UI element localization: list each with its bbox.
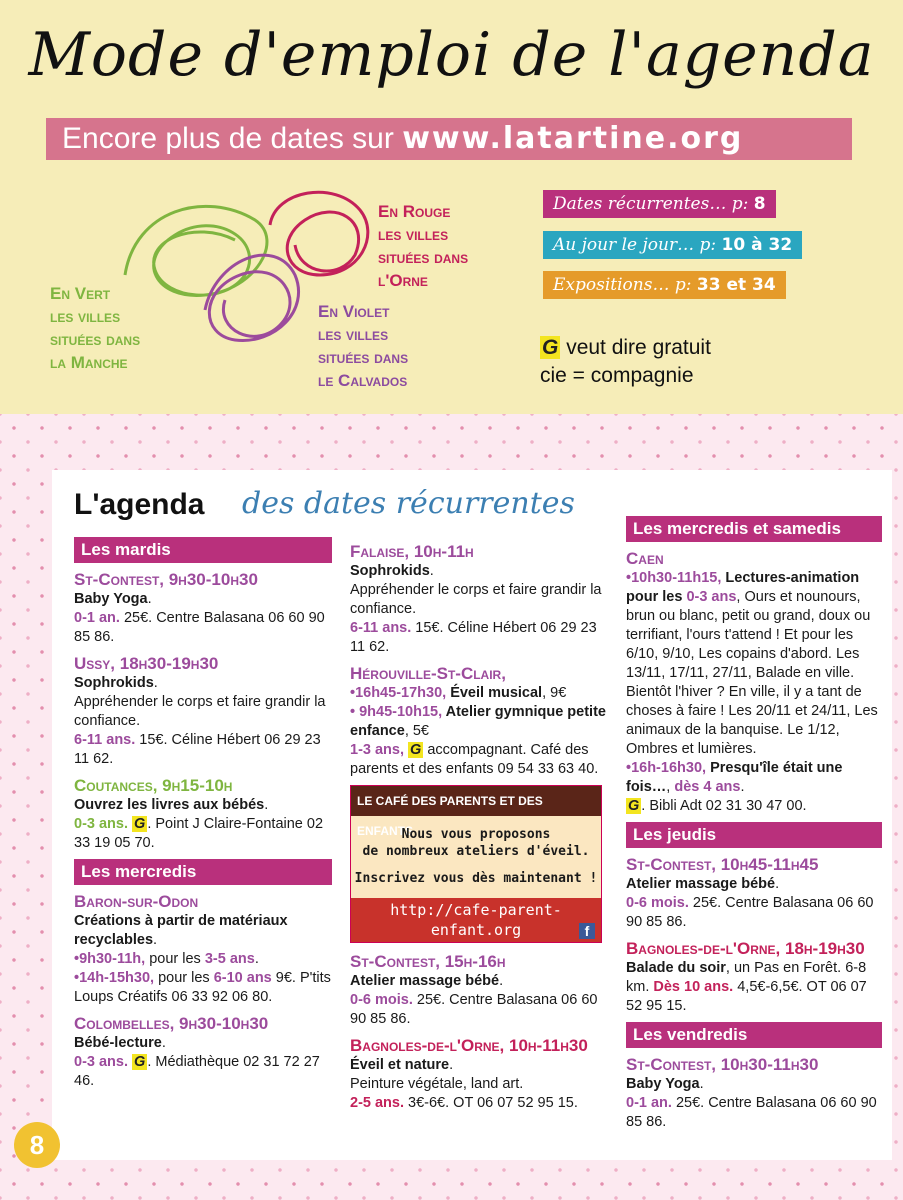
region-label-orne: En Rouge les villes situées dans l'Orne — [378, 202, 469, 290]
ad-url-link[interactable]: http://cafe-parent-enfant.org — [390, 901, 562, 939]
index-daily[interactable]: Au jour le jour… p: 10 à 32 — [543, 231, 802, 259]
page-number: 8 — [14, 1122, 60, 1168]
page-title: Mode d'emploi de l'agenda — [28, 20, 875, 90]
event-entry: Ussy, 18h30-19h30 Sophrokids. Appréhender le corps et faire grandir la confiance. 6-11 ans. 15€. Céline Hébert 06 29 23 11 62. — [74, 654, 326, 767]
free-badge: G — [134, 816, 146, 832]
agenda-column-3 — [626, 516, 882, 1138]
banner-prefix: Encore plus de dates sur — [62, 122, 394, 155]
section-header-wednesdays: Les mercredis — [74, 859, 332, 885]
website-url[interactable]: www.latartine.org — [402, 121, 744, 156]
ad-body: Nous vous proposons de nombreux ateliers d'éveil. Inscrivez vous dès maintenant ! — [354, 827, 598, 886]
advertisement-cafe-parents[interactable] — [350, 785, 602, 959]
violet-scribble — [205, 255, 299, 340]
section-header-fridays: Les vendredis — [626, 1022, 882, 1048]
event-entry: Hérouville-St-Clair, •16h45-17h30, Éveil musical, 9€ • 9h45-10h15, Atelier gymnique petite enfance, 5€ 1-3 ans, G accompagnant. Café des parents et des enfants 09 54 33 63 40. — [350, 664, 606, 777]
free-badge: G — [134, 1054, 146, 1070]
legend-free: G veut dire gratuit — [542, 336, 711, 359]
event-entry: Bagnoles-de-l'Orne, 10h-11h30 Éveil et nature. Peinture végétale, land art. 2-5 ans. 3€-6€. OT 06 07 52 95 15. — [350, 1036, 588, 1111]
event-entry: Coutances, 9h15-10h Ouvrez les livres aux bébés. 0-3 ans. G . Point J Claire-Fontaine 02 33 19 05 70. — [74, 776, 324, 851]
event-entry: St-Contest, 9h30-10h30 Baby Yoga. 0-1 an. 25€. Centre Balasana 06 60 90 85 86. — [74, 570, 325, 645]
facebook-icon[interactable]: f — [579, 923, 595, 939]
agenda-title: L'agenda — [74, 488, 205, 521]
green-scribble — [125, 206, 267, 295]
region-label-calvados: En Violet les villes situées dans le Calvados — [318, 302, 409, 390]
event-entry: St-Contest, 10h30-11h30 Baby Yoga. 0-1 an. 25€. Centre Balasana 06 60 90 85 86. — [626, 1055, 877, 1130]
ad-header: LE CAFÉ DES PARENTS ET DES ENFANTS — [351, 786, 601, 816]
website-banner[interactable] — [46, 118, 852, 160]
legend-cie: cie = compagnie — [540, 364, 694, 387]
free-badge: G — [542, 336, 559, 359]
agenda-subtitle: des dates récurrentes — [242, 486, 575, 521]
ad-footer: http://cafe-parent-enfant.org 09 54 33 63 40 f — [351, 898, 601, 942]
free-badge: G — [628, 798, 640, 814]
event-entry: Bagnoles-de-l'Orne, 18h-19h30 Balade du soir, un Pas en Forêt. 6-8 km. Dès 10 ans. 4,5€-6,5€. OT 06 07 52 95 15. — [626, 939, 867, 1014]
free-badge: G — [410, 742, 422, 758]
event-entry: Colombelles, 9h30-10h30 Bébé-lecture. 0-3 ans. G . Médiathèque 02 31 72 27 46. — [74, 1014, 320, 1089]
event-entry: Baron-sur-Odon Créations à partir de matériaux recyclables. •9h30-11h, pour les 3-5 ans. •14h-15h30, pour les 6-10 ans 9€. P'tits Loups Créatifs 06 33 92 06 80. — [74, 892, 331, 1005]
event-entry: St-Contest, 15h-16h Atelier massage bébé. 0-6 mois. 25€. Centre Balasana 06 60 90 85 86. — [350, 952, 598, 1027]
section-header-thursdays: Les jeudis — [626, 822, 882, 848]
section-header-wednesdays-saturdays: Les mercredis et samedis — [626, 516, 882, 542]
index-exhibitions[interactable]: Expositions… p: 33 et 34 — [543, 271, 786, 299]
event-entry: St-Contest, 10h45-11h45 Atelier massage bébé. 0-6 mois. 25€. Centre Balasana 06 60 90 85 86. — [626, 855, 874, 930]
index-recurring[interactable]: Dates récurrentes… p: 8 — [543, 190, 776, 218]
region-label-manche: En Vert les villes situées dans la Manche — [50, 284, 141, 372]
agenda-column-1 — [74, 537, 332, 1097]
event-entry: Falaise, 10h-11h Sophrokids. Appréhender le corps et faire grandir la confiance. 6-11 ans. 15€. Céline Hébert 06 29 23 11 62. — [350, 542, 602, 655]
agenda-column-2 — [350, 541, 606, 1119]
section-header-tuesdays: Les mardis — [74, 537, 332, 563]
event-entry: Caen •10h30-11h15, Lectures-animation pour les 0-3 ans, Ours et nounours, brun ou blanc, petit ou grand, doux ou terrifiant, l'ours t'attend ! Et pour les 6/10, 9/10, Les copains d'abord. Les 13/11, 17/11, 27/11, Balade en ville. Bientôt l'hiver ? En ville, il y a tant de choses à faire ! Les 20/11 et 24/11, Les animaux de la banquise. Le 1/12, Ombres et lumières. •16h-16h30, Presqu'île était une fois…, dès 4 ans. G . Bibli Adt 02 31 30 47 00. — [626, 549, 878, 814]
